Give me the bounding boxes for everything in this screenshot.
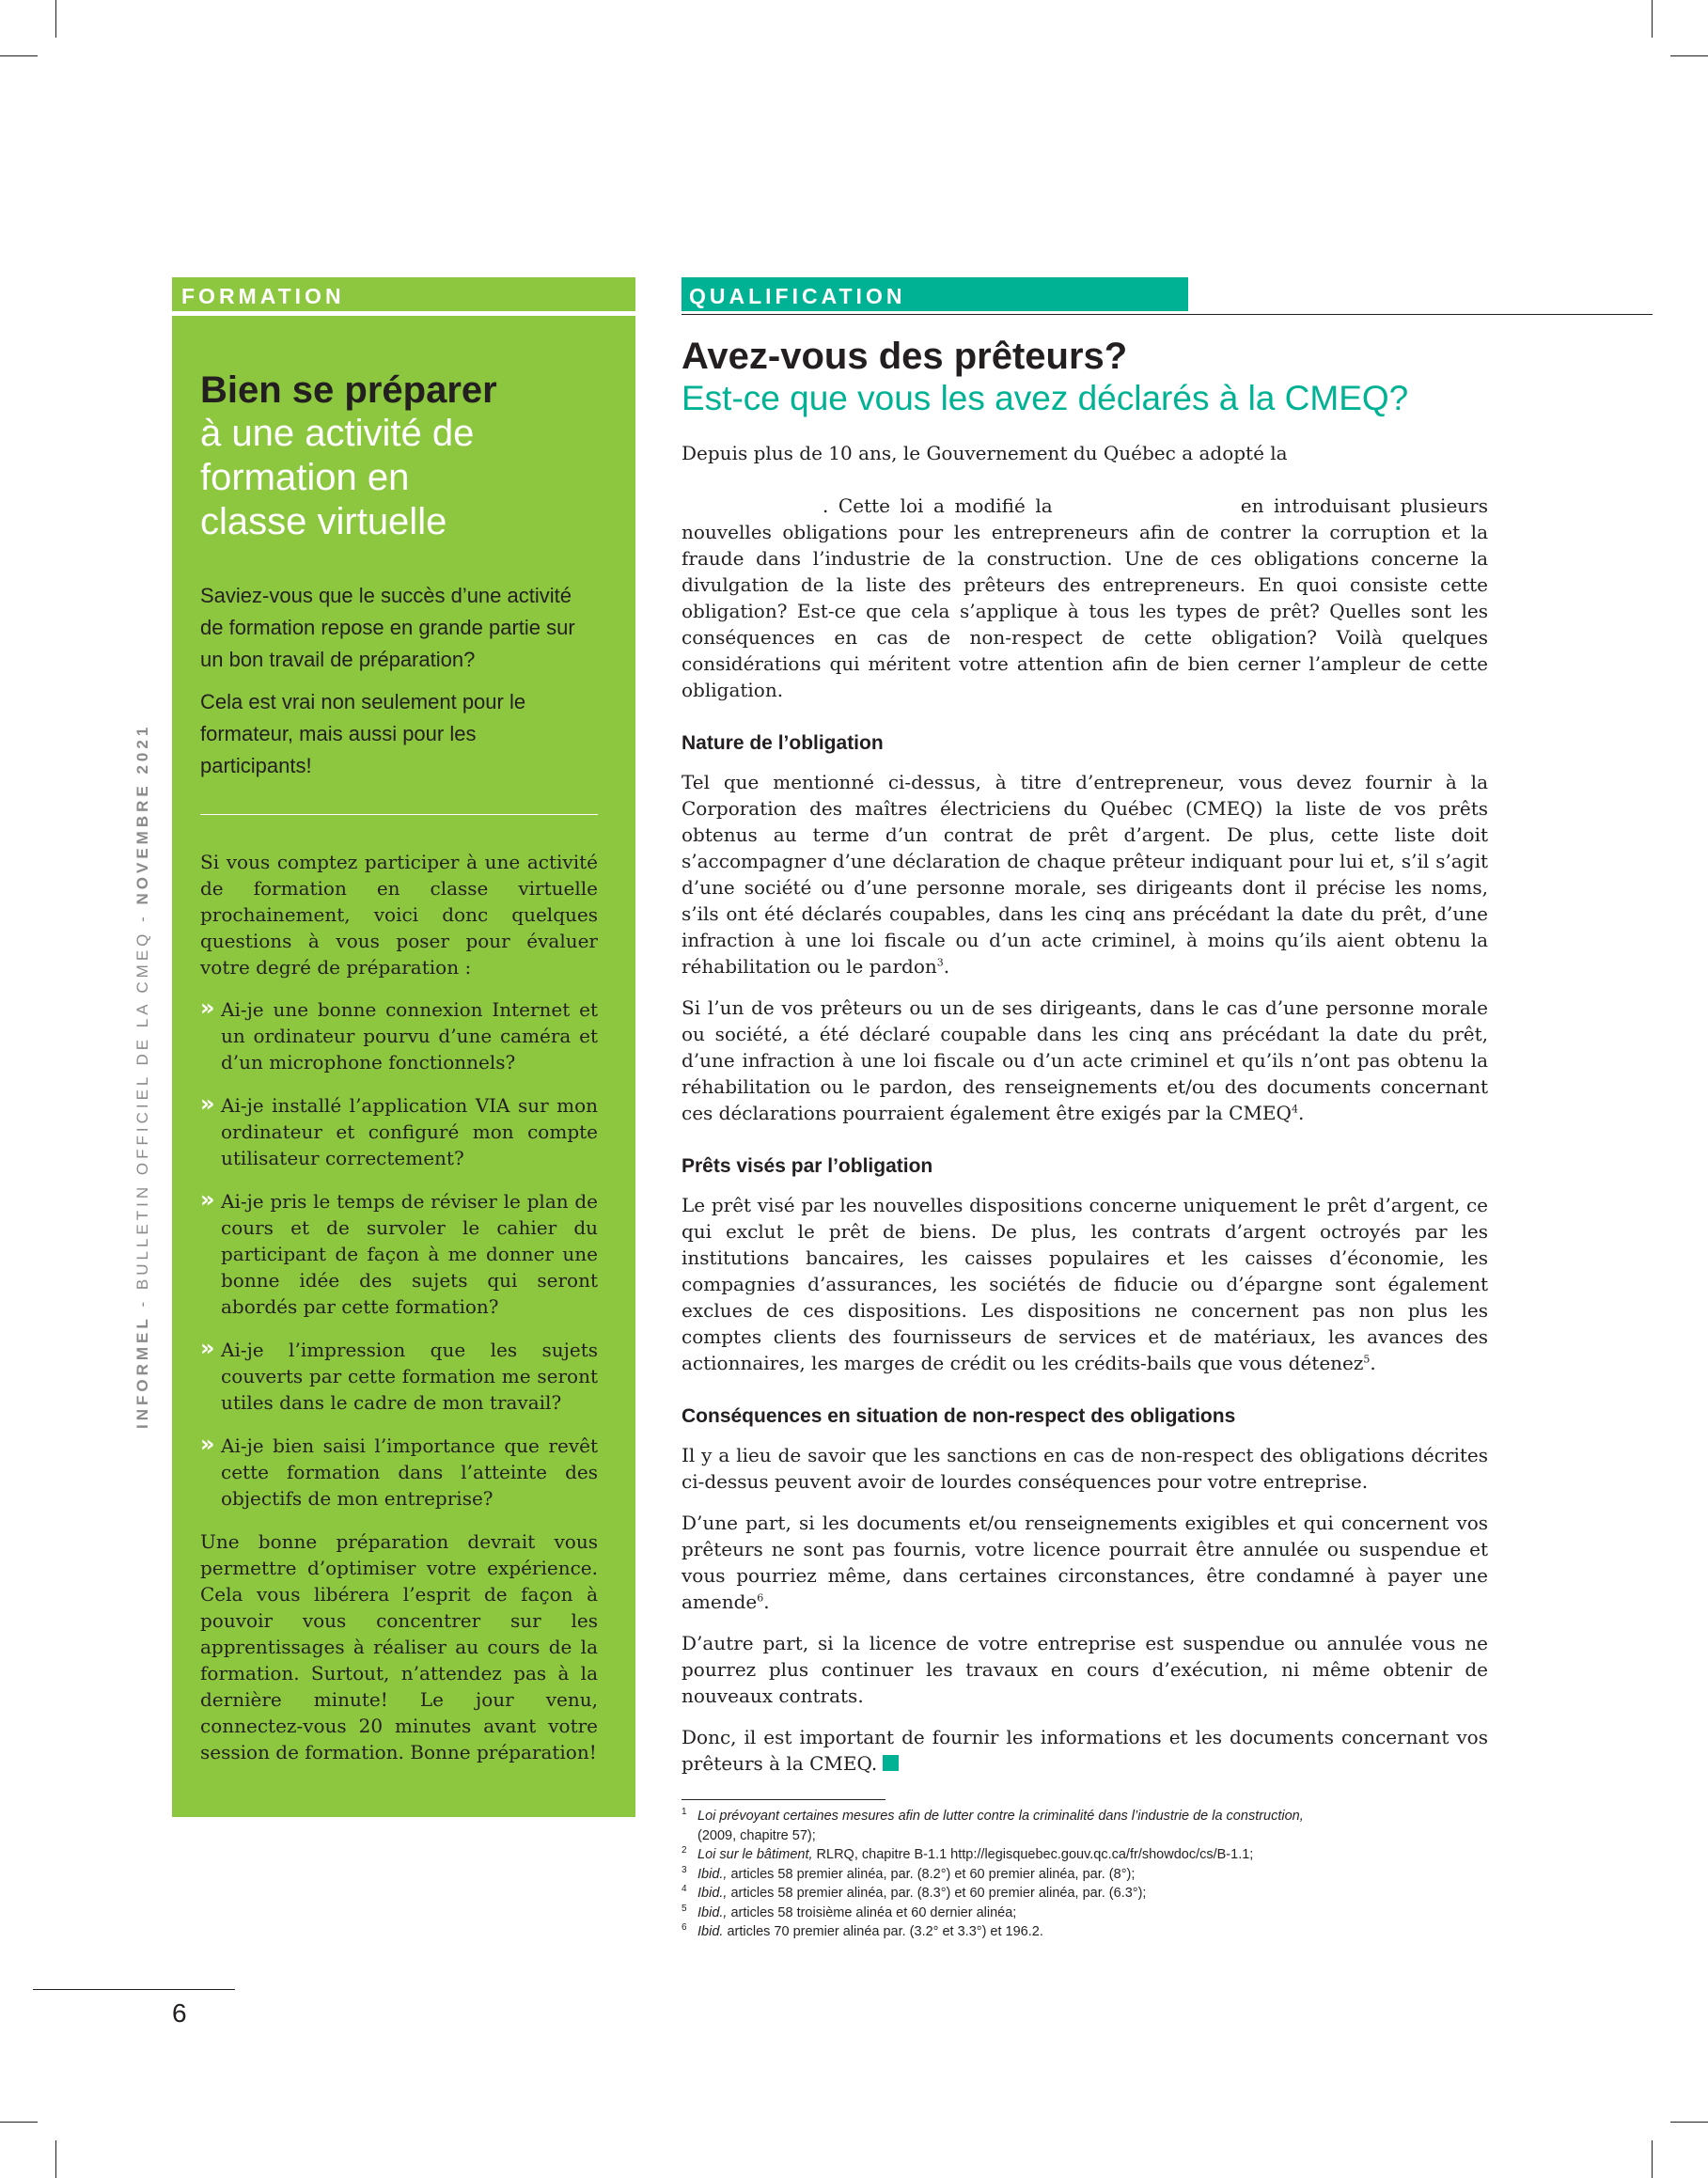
divider <box>200 814 598 815</box>
chevron-bullet-icon: » <box>200 995 215 1021</box>
footnote: 1 Loi prévoyant certaines mesures afin de lutter contre la criminalité dans l’industrie de la construction, (2009, chapitre 57); <box>682 1807 1304 1843</box>
page-number-rule <box>33 1989 235 1990</box>
section-label-formation: FORMATION <box>172 277 635 311</box>
crop-mark <box>1652 2140 1653 2178</box>
footnote: 6 Ibid. articles 70 premier alinéa par. (3.2° et 3.3°) et 196.2. <box>682 1922 1043 1939</box>
article <box>682 335 1488 1792</box>
crop-mark <box>1670 2122 1708 2123</box>
intro-paragraph: . Cette loi a modifié la en introduisant plusieurs nouvelles obligations pour les entrepreneurs afin de contrer la corruption et la fraude dans l’industrie de la construction. Une de ces obligations concerne la divulgation de la liste des prêteurs des entrepreneurs. En quoi consiste cette obligation? Est-ce que cela s’applique à tous les types de prêt? Quelles sont les conséquences en cas de non-respect de cette obligation? Voilà quelques considérations qui méritent votre attention afin de bien cerner l’ampleur de cette obligation. <box>682 494 1488 701</box>
body-paragraph: Si l’un de vos prêteurs ou un de ses dirigeants, dans le cas d’une personne morale ou société, a été déclaré coupable dans les cinq ans précédant la date du prêt, d’une infraction à une loi fiscale ou d’un acte criminel et qu’ils n’ont pas obtenu la réhabilitation ou le pardon, des renseignements et/ou des documents concernant ces déclarations pourraient également être exigés par la CMEQ$^4$. <box>682 996 1488 1124</box>
header-rule <box>682 314 1653 315</box>
crop-mark <box>55 2140 56 2178</box>
footnote: 5 Ibid., articles 58 troisième alinéa et 60 dernier alinéa; <box>682 1903 1017 1920</box>
crop-mark <box>55 0 56 38</box>
body-paragraph: D’autre part, si la licence de votre entreprise est suspendue ou annulée vous ne pourrez plus continuer les travaux en cours d’exécution, ni même obtenir de nouveaux contrats. <box>682 1632 1488 1707</box>
lead-paragraph: Si vous comptez participer à une activité de formation en classe virtuelle prochainement, voici donc quelques questions à vous poser pour évaluer votre degré de préparation : <box>200 851 598 979</box>
closing-paragraph: Une bonne préparation devrait vous permettre d’optimiser votre expérience. Cela vous libérera l’esprit de façon à pouvoir vous concentrer sur les apprentissages à réaliser au cours de la formation. Surtout, n’attendez pas à la dernière minute! Le jour venu, connectez-vous 20 minutes avant votre session de formation. Bonne préparation! <box>200 1530 598 1763</box>
question-list <box>200 996 598 1512</box>
footnote: 3 Ibid., articles 58 premier alinéa, par. (8.2°) et 60 premier alinéa, par. (8°); <box>682 1864 1136 1882</box>
list-item: » Ai-je installé l’application VIA sur mon ordinateur et configuré mon compte utilisateur correctement? <box>200 1090 598 1169</box>
intro-paragraph: Cela est vrai non seulement pour le formateur, mais aussi pour les participants! <box>200 690 526 777</box>
footnotes <box>682 1807 1528 1942</box>
chevron-bullet-icon: » <box>200 1090 215 1117</box>
body-paragraph: D’une part, si les documents et/ou renseignements exigibles et qui concernent vos prêteurs ne sont pas fournis, votre licence pourrait être annulée ou suspendue et vous pourriez même, dans certaines circonstances, être condamné à payer une amende$^6$. <box>682 1512 1488 1613</box>
crop-mark <box>0 2122 38 2123</box>
section-heading: Prêts visés par l’obligation <box>682 1155 933 1177</box>
intro-paragraph: Depuis plus de 10 ans, le Gouvernement du Québec a adopté la <box>682 442 1288 464</box>
footnote-rule <box>682 1799 885 1800</box>
formation-sidebar <box>172 316 635 1817</box>
sidebar-subtitle: à une activité de formation en classe virtuelle <box>200 413 475 542</box>
chevron-bullet-icon: » <box>200 1186 215 1213</box>
sidebar-intro <box>200 580 586 782</box>
section-heading: Nature de l’obligation <box>682 732 884 754</box>
section-label-qualification: QUALIFICATION <box>682 277 1188 311</box>
publication-banner: INFORMEL - BULLETIN OFFICIEL DE LA CMEQ - NOVEMBRE 2021 <box>133 723 151 1429</box>
chevron-bullet-icon: » <box>200 1335 215 1361</box>
crop-mark <box>0 55 38 56</box>
section-heading: Conséquences en situation de non-respect des obligations <box>682 1405 1236 1427</box>
article-title: Avez-vous des prêteurs? <box>682 336 1128 377</box>
footnote: 4 Ibid., articles 58 premier alinéa, par. (8.3°) et 60 premier alinéa, par. (6.3°); <box>682 1884 1147 1901</box>
crop-mark <box>1652 0 1653 38</box>
chevron-bullet-icon: » <box>200 1431 215 1457</box>
end-mark-icon <box>883 1755 899 1771</box>
list-item: » Ai-je l’impression que les sujets couverts par cette formation me seront utiles dans le cadre de mon travail? <box>200 1335 598 1414</box>
page-number: 6 <box>172 1998 187 2028</box>
body-paragraph: Il y a lieu de savoir que les sanctions en cas de non-respect des obligations décrites ci-dessus peuvent avoir de lourdes conséquences pour votre entreprise. <box>682 1444 1488 1493</box>
body-paragraph: Donc, il est important de fournir les informations et les documents concernant vos prêteurs à la CMEQ. <box>682 1726 1488 1775</box>
sidebar-title: Bien se préparer <box>200 369 497 411</box>
article-body <box>682 440 1488 1777</box>
list-item: » Ai-je une bonne connexion Internet et un ordinateur pourvu d’une caméra et d’un microphone fonctionnels? <box>200 995 598 1073</box>
article-subtitle: Est-ce que vous les avez déclarés à la CMEQ? <box>682 379 1409 417</box>
footnote: 2 Loi sur le bâtiment, RLRQ, chapitre B-1.1 http://legisquebec.gouv.qc.ca/fr/showdoc/cs/B-1.1; <box>682 1845 1254 1862</box>
crop-mark <box>1670 55 1708 56</box>
body-paragraph: Tel que mentionné ci-dessus, à titre d’entrepreneur, vous devez fournir à la Corporation des maîtres électriciens du Québec (CMEQ) la liste de vos prêts obtenus au terme d’un contrat de prêt d’argent. De plus, cette liste doit s’accompagner d’une déclaration de chaque prêteur indiquant pour lui et, s’il s’agit d’une société ou d’une personne morale, ses dirigeants dont il précise les noms, s’ils ont été déclarés coupables, dans les cinq ans précédant la date du prêt, d’une infraction à une loi fiscale ou d’un acte criminel, à moins qu’ils aient obtenu la réhabilitation ou le pardon$^3$. <box>682 771 1488 978</box>
intro-paragraph: Saviez-vous que le succès d’une activité de formation repose en grande partie sur un bon travail de préparation? <box>200 584 575 671</box>
list-item: » Ai-je bien saisi l’importance que revêt cette formation dans l’atteinte des objectifs de mon entreprise? <box>200 1431 598 1510</box>
list-item: » Ai-je pris le temps de réviser le plan de cours et de survoler le cahier du participant de façon à me donner une bonne idée des sujets qui seront abordés par cette formation? <box>200 1186 598 1318</box>
body-paragraph: Le prêt visé par les nouvelles dispositions concerne uniquement le prêt d’argent, ce qui exclut le prêt de biens. De plus, les contrats d’argent octroyés par les institutions bancaires, les caisses populaires et les caisses d’économie, les compagnies d’assurances, les sociétés de fiducie ou d’épargne sont également exclues de ces dispositions. Les dispositions ne concernent pas non plus les comptes clients des fournisseurs de services et de matériaux, les avances des actionnaires, les marges de crédit ou les crédits-bails que vous détenez$^5$. <box>682 1194 1488 1374</box>
sidebar-body <box>200 849 598 1765</box>
